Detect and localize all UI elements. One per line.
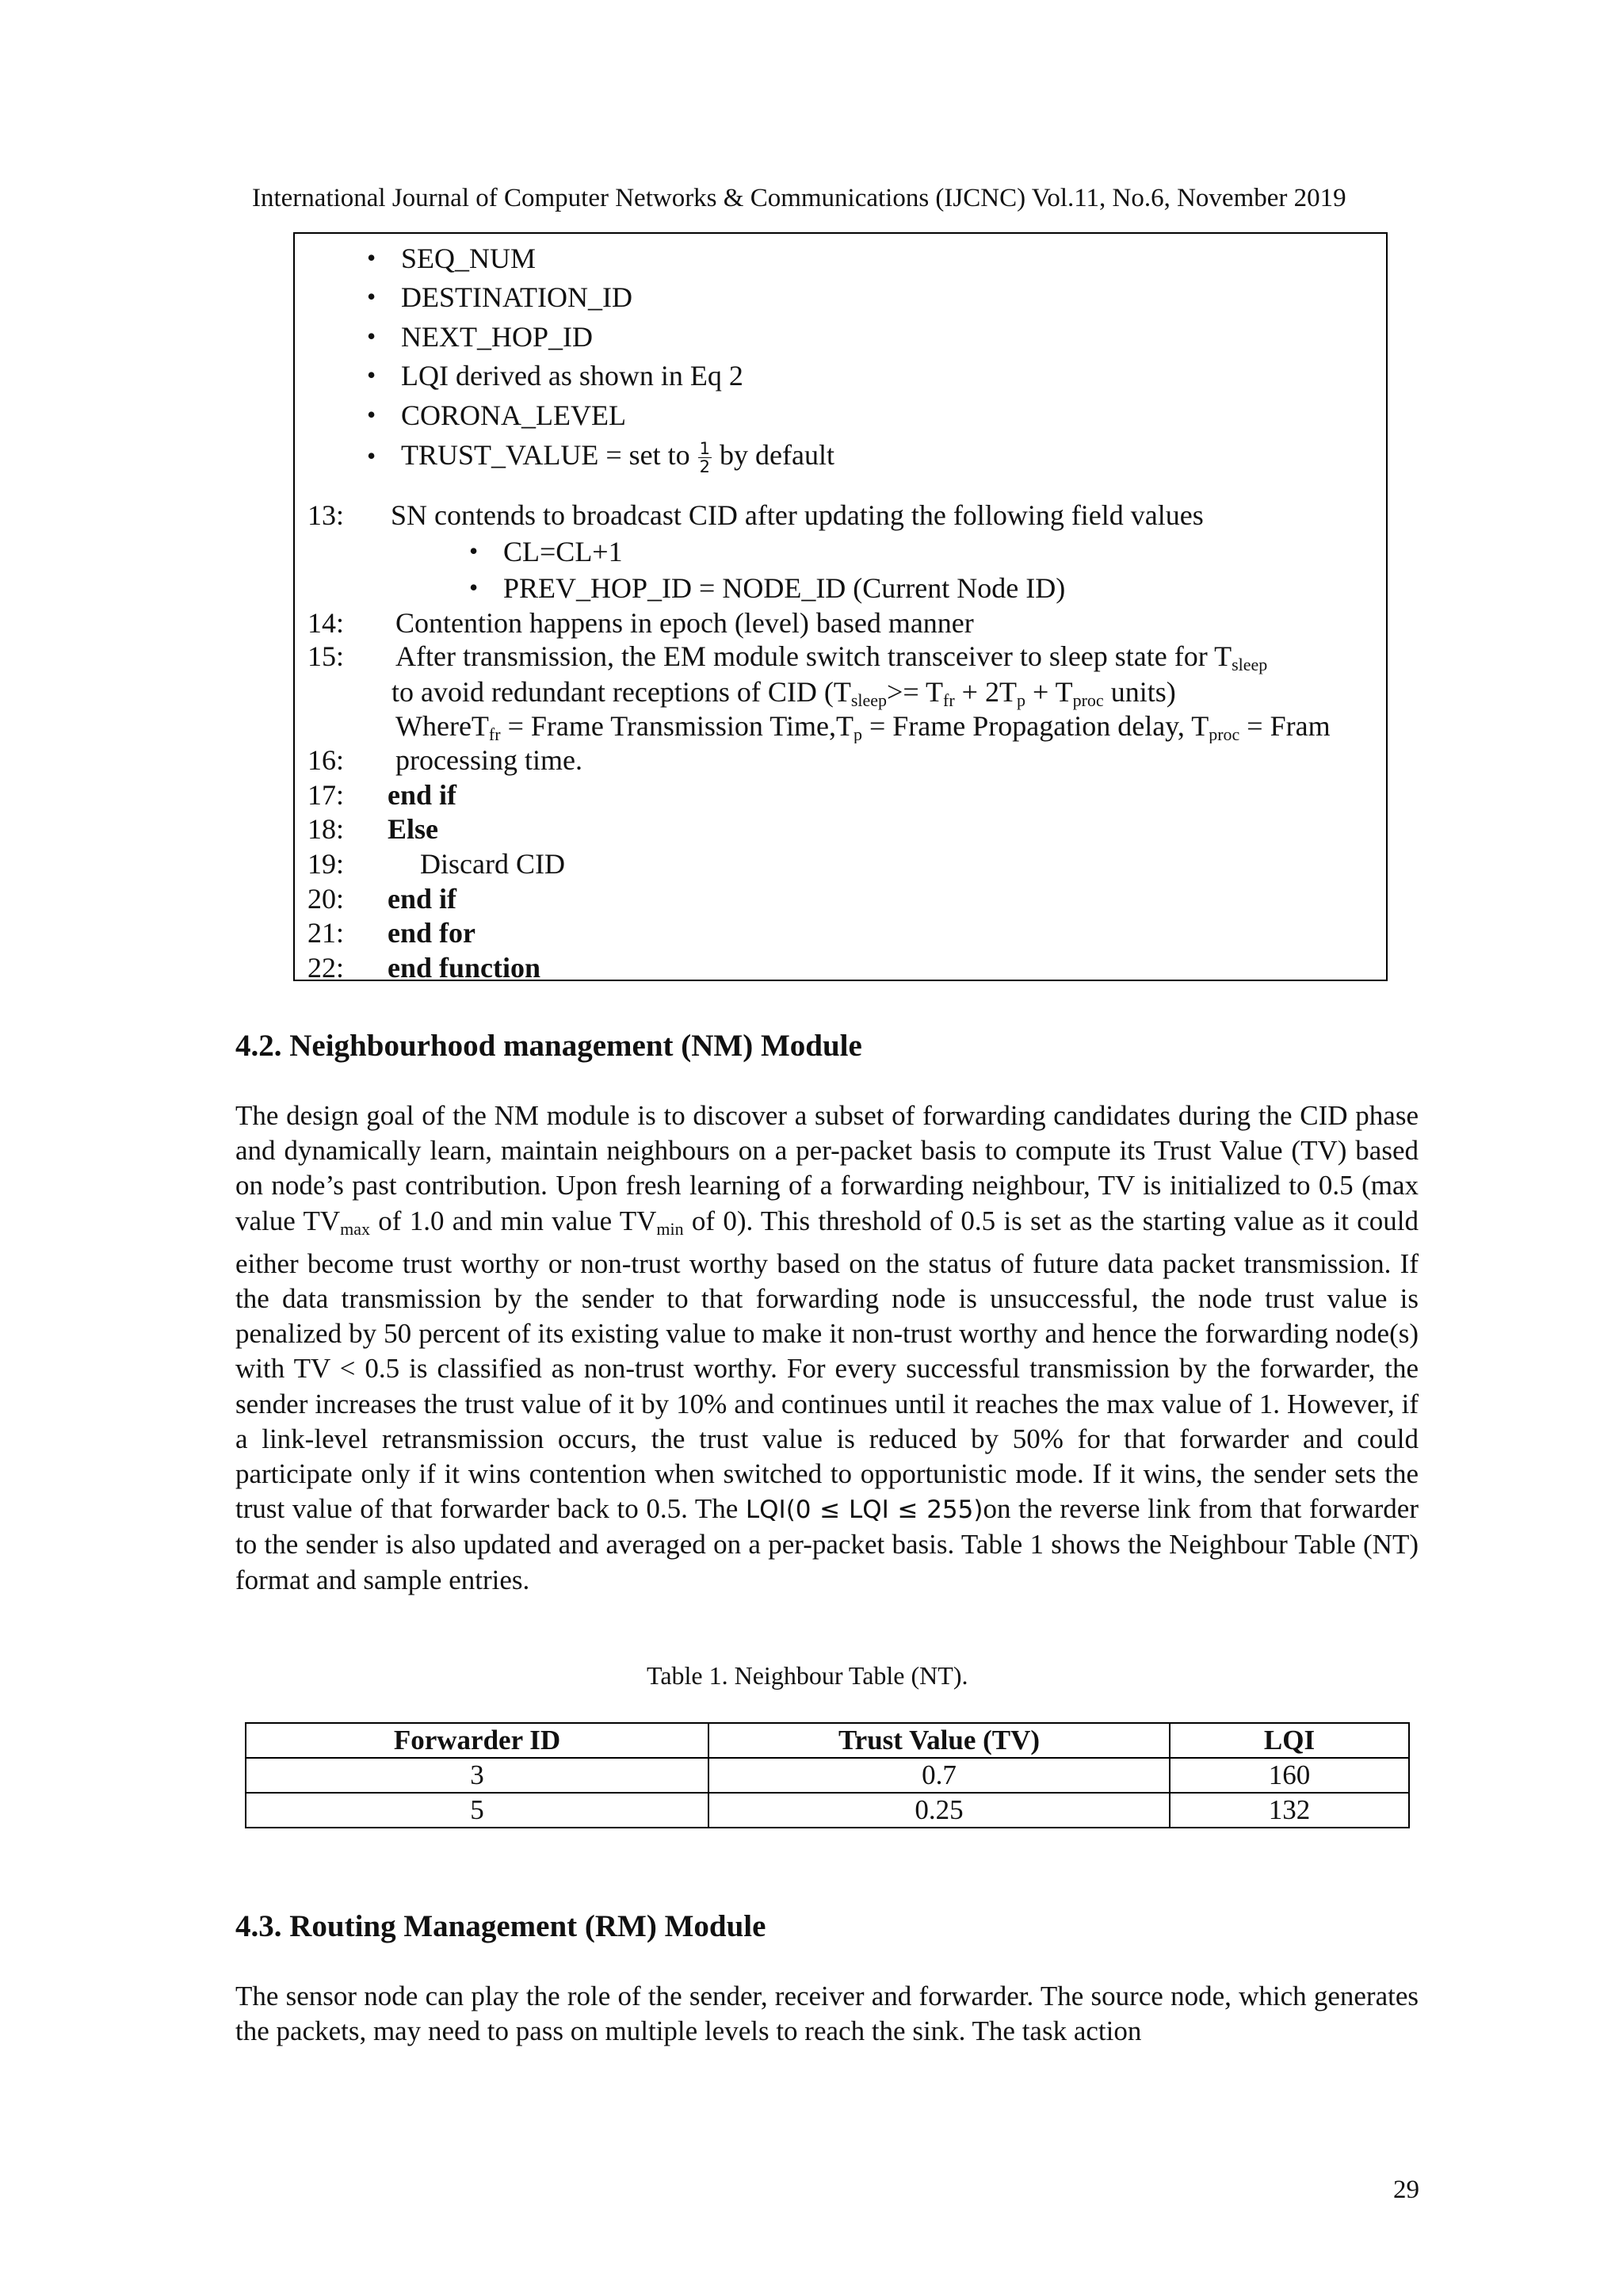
algo-bullet: • CORONA_LEVEL [401,401,626,430]
line-number: 17: [307,779,345,811]
section-4-3-paragraph: The sensor node can play the role of the sender, receiver and forwarder. The source node, which generates the packets, may need to pass on multiple levels to reach the sink. The task action [235,1981,1419,2047]
algo-bullet-trust [401,433,834,477]
line-number: 16: [307,744,345,776]
fraction-one-half: $\frac{1}{2}$ [699,439,711,477]
algo-bullet: • SEQ_NUM [401,244,536,273]
line-number: 13: [307,499,345,531]
table-header-row [246,1723,1409,1758]
neighbour-table [245,1722,1410,1828]
line-text: end if [388,779,457,811]
column-header: Forwarder ID [246,1723,708,1758]
table-cell: 5 [246,1793,708,1828]
table-row [246,1758,1409,1793]
algo-line-15-cont: to avoid redundant receptions of CID ($T_{sleep}>= T_{fr} + 2T_p + T_{proc}$ units) [391,676,1176,710]
line-text: processing time. [395,744,582,776]
line-text: Discard CID [420,848,565,880]
algo-bullet: • LQI derived as shown in Eq 2 [401,361,743,390]
table-row [246,1793,1409,1828]
running-header: International Journal of Computer Networks & Communications (IJCNC) Vol.11, No.6, November 2019 [252,184,1346,212]
line-number: 15: [307,640,345,672]
line-text: Contention happens in epoch (level) based manner [395,607,974,639]
algo-sub-bullet: • CL=CL+1 [503,537,623,566]
line-text: end for [388,917,475,949]
line-text: Else [388,813,439,845]
table-cell: 0.25 [708,1793,1170,1828]
line-number: 20: [307,883,345,915]
line-text: SN contends to broadcast CID after updating the following field values [391,499,1204,531]
line-number: 21: [307,917,345,949]
line-number: 19: [307,848,345,880]
table-cell: 0.7 [708,1758,1170,1793]
algo-bullet: • DESTINATION_ID [401,283,632,311]
algo-bullet: • NEXT_HOP_ID [401,323,593,351]
section-heading-4-2: 4.2. Neighbourhood management (NM) Module [235,1029,862,1063]
line-text: end function [388,952,541,984]
trust-suffix: by default [720,439,834,471]
section-4-2-paragraph: The design goal of the NM module is to discover a subset of forwarding candidates during the CID phase and dynamically learn, maintain neighbours on a per-packet basis to compute its Trust Value (TV) based on node’s past contribution. Upon fresh learning of a forwarding neighbour, TV is initialized to 0.5 (max value $TV_{max}$ of 1.0 and min value $TV_{min}$ of 0). This threshold of 0.5 is set as the starting value as it could either become trust worthy or non-trust worthy based on the status of future data packet transmission. If the data transmission by the sender to that forwarding node is unsuccessful, the node trust value is penalized by 50 percent of its existing value to make it non-trust worthy and hence the forwarding node(s) with TV < 0.5 is classified as non-trust worthy. For every successful transmission by the forwarder, the sender increases the trust value of it by 10% and continues until it reaches the max value of 1. However, if a link-level retransmission occurs, the trust value is reduced by 50% for that forwarder and could participate only if it wins contention when switched to opportunistic mode. If it wins, the sender sets the trust value of that forwarder back to 0.5. The LQI(0 ≤ LQI ≤ 255)on the reverse link from that forwarder to the sender is also updated and averaged on a per-packet basis. Table 1 shows the Neighbour Table (NT) format and sample entries. [235,1100,1419,1595]
algo-sub-bullet: • PREV_HOP_ID = NODE_ID (Current Node ID) [503,574,1065,602]
line-text: end if [388,883,457,915]
line-number: 14: [307,607,345,639]
lqi-range-math: LQI(0 ≤ LQI ≤ 255) [745,1496,983,1525]
column-header: LQI [1170,1723,1409,1758]
section-heading-4-3: 4.3. Routing Management (RM) Module [235,1909,766,1943]
line-text: After transmission, the EM module switch transceiver to sleep state for $T_{sleep}$ [395,640,1268,674]
table-caption: Table 1. Neighbour Table (NT). [647,1661,968,1690]
table-cell: 132 [1170,1793,1409,1828]
column-header: Trust Value (TV) [708,1723,1170,1758]
line-number: 22: [307,952,345,984]
table-cell: 3 [246,1758,708,1793]
table-cell: 160 [1170,1758,1409,1793]
line-number: 18: [307,813,345,845]
page-number: 29 [1393,2176,1419,2204]
algo-line-15-where: WhereT$_{fr}$ = Frame Transmission $Time,T_p$ = Frame Propagation delay, $T_{proc}$ = Fram [395,712,1331,743]
trust-prefix: TRUST_VALUE = set to [401,439,690,471]
